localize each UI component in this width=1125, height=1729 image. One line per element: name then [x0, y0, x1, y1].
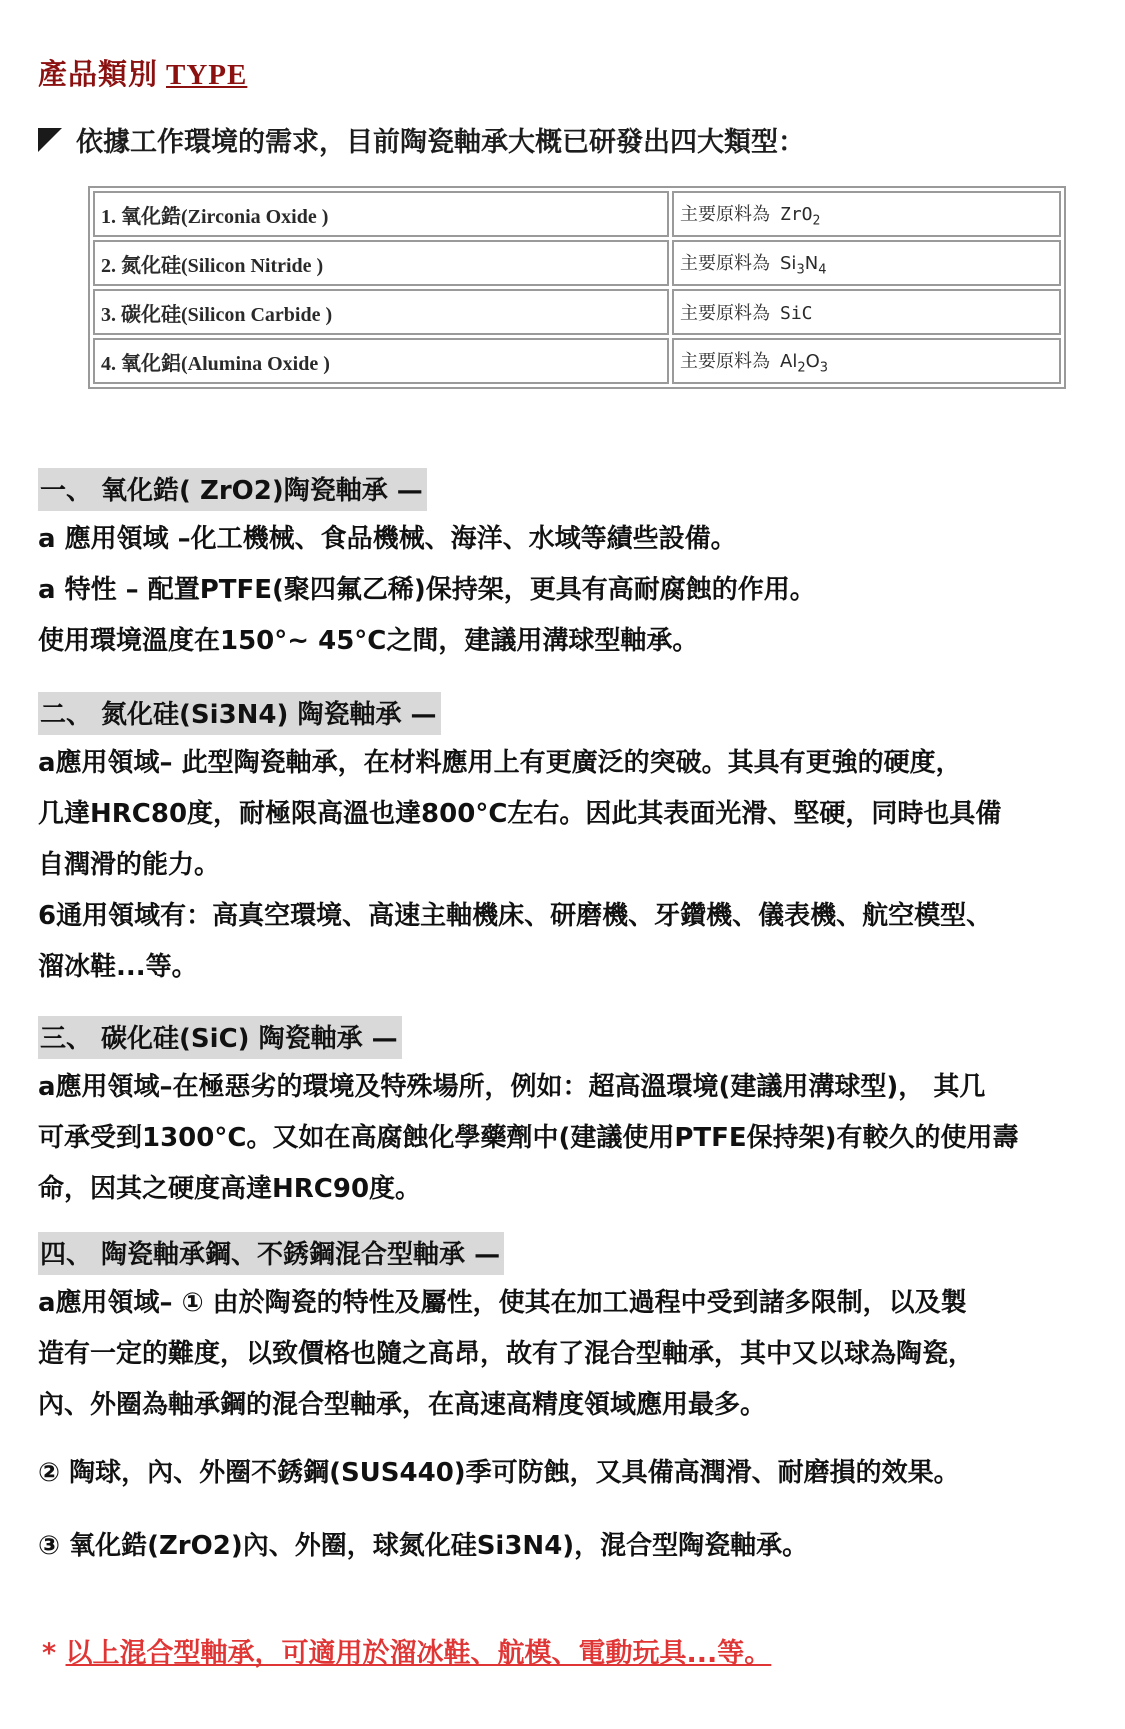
material-formula — [780, 203, 821, 229]
type-material — [672, 338, 1061, 384]
material-label: 主要原料為 — [680, 203, 770, 225]
section-4-line-1: a應用領域– ① 由於陶瓷的特性及屬性，使其在加工過程中受到諸多限制，以及製 — [38, 1288, 967, 1318]
table-row — [93, 338, 1061, 384]
table-row — [93, 289, 1061, 335]
intro-line — [38, 120, 805, 159]
formula-main: ZrO — [780, 203, 813, 225]
material-label: 主要原料為 — [680, 303, 770, 324]
footnote-star-icon: * — [42, 1638, 57, 1669]
footnote — [42, 1631, 771, 1670]
table-row — [93, 191, 1061, 237]
type-name: 4. 氧化鋁(Alumina Oxide ) — [93, 338, 669, 384]
section-2-line-1: a應用領域– 此型陶瓷軸承，在材料應用上有更廣泛的突破。其具有更強的硬度， — [38, 748, 962, 778]
section-1-line-1: a 應用領域 –化工機械、食品機械、海洋、水域等績些設備。 — [38, 524, 737, 554]
intro-text: 依據工作環境的需求，目前陶瓷軸承大概已研發出四大類型： — [76, 127, 805, 158]
section-3-line-1: a應用領域–在極惡劣的環境及特殊場所，例如：超高溫環境(建議用溝球型)， 其几 — [38, 1072, 986, 1102]
section-3-body — [38, 1062, 1098, 1215]
formula-sub: 2 — [797, 360, 806, 376]
bearing-types-table — [88, 186, 1066, 389]
type-material — [672, 191, 1061, 237]
section-4-heading: 四、 陶瓷軸承鋼、不銹鋼混合型軸承 — — [38, 1232, 504, 1275]
material-formula: SiC — [780, 303, 813, 324]
section-3-line-3: 命，因其之硬度高達HRC90度。 — [38, 1174, 422, 1204]
section-4-item-2: ② 陶球，內、外圈不銹鋼(SUS440)季可防蝕，又具備高潤滑、耐磨損的效果。 — [38, 1458, 960, 1488]
type-title-zh: 產品類別 — [38, 57, 159, 91]
section-4-line-3: 內、外圈為軸承鋼的混合型軸承，在高速高精度領域應用最多。 — [38, 1390, 767, 1420]
section-2-line-2: 几達HRC80度，耐極限高溫也達800°C左右。因此其表面光滑、堅硬，同時也具備 — [38, 799, 1002, 829]
formula-sub: 2 — [812, 213, 821, 229]
section-4-line-2: 造有一定的難度，以致價格也隨之高昂，故有了混合型軸承，其中又以球為陶瓷， — [38, 1339, 975, 1369]
section-2-line-4: 6通用領域有：高真空環境、高速主軸機床、研磨機、牙鑽機、儀表機、航空模型、 — [38, 901, 993, 931]
type-title — [38, 52, 247, 93]
type-material — [672, 289, 1061, 335]
type-name: 2. 氮化硅(Silicon Nitride ) — [93, 240, 669, 286]
section-3-heading: 三、 碳化硅(SiC) 陶瓷軸承 — — [38, 1016, 402, 1059]
material-formula — [780, 350, 829, 376]
section-4-item-3: ③ 氧化鋯(ZrO2)內、外圈，球氮化硅Si3N4)，混合型陶瓷軸承。 — [38, 1531, 809, 1561]
section-1-body — [38, 514, 1098, 667]
formula-sub2: 3 — [819, 360, 829, 376]
type-material — [672, 240, 1061, 286]
footnote-text: 以上混合型軸承，可適用於溜冰鞋、航模、電動玩具...等。 — [65, 1638, 772, 1669]
type-title-en: TYPE — [166, 59, 248, 91]
formula-main: Si — [780, 252, 797, 274]
type-name: 3. 碳化硅(Silicon Carbide ) — [93, 289, 669, 335]
formula-tail: N — [804, 252, 819, 274]
section-2-body — [38, 738, 1098, 993]
section-1-line-3: 使用環境溫度在150°~ 45°C之間，建議用溝球型軸承。 — [38, 626, 699, 656]
material-label: 主要原料為 — [680, 350, 770, 372]
material-formula — [780, 252, 827, 278]
section-2-heading: 二、 氮化硅(Si3N4) 陶瓷軸承 — — [38, 692, 441, 735]
type-name: 1. 氧化鋯(Zirconia Oxide ) — [93, 191, 669, 237]
section-1-heading: 一、 氧化鋯( ZrO2)陶瓷軸承 — — [38, 468, 427, 511]
section-4-body — [38, 1278, 1098, 1431]
formula-sub2: 4 — [818, 262, 827, 278]
section-1-line-2: a 特性 – 配置PTFE(聚四氟乙稀)保持架，更具有高耐腐蝕的作用。 — [38, 575, 816, 605]
section-2-line-3: 自潤滑的能力。 — [38, 850, 221, 880]
section-3-line-2: 可承受到1300°C。又如在高腐蝕化學藥劑中(建議使用PTFE保持架)有較久的使用壽 — [38, 1123, 1019, 1153]
formula-tail: O — [805, 350, 820, 372]
formula-main: Al — [780, 350, 798, 372]
triangle-bullet-icon — [38, 128, 62, 152]
formula-sub: 3 — [796, 262, 805, 278]
material-label: 主要原料為 — [680, 252, 770, 274]
table-row — [93, 240, 1061, 286]
section-2-line-5: 溜冰鞋...等。 — [38, 952, 198, 982]
